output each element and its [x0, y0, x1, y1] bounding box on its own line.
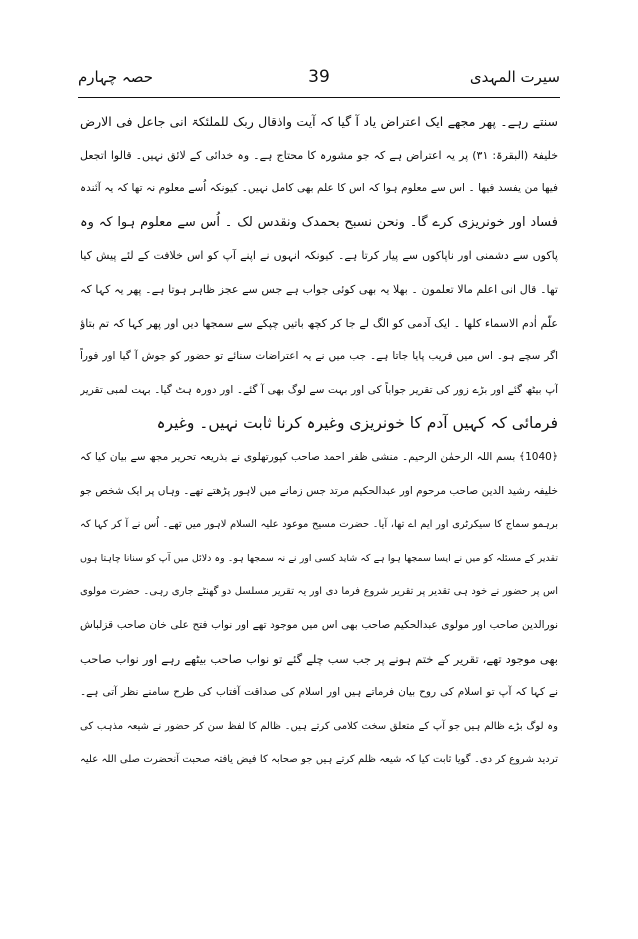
header-rule — [78, 97, 560, 98]
text-line: فساد اور خونریزی کرے گا۔ ونحن نسبح بحمدک ونقدس لک ۔ اُس سے معلوم ہوا کہ وہ — [80, 214, 558, 230]
text-line: برہمو سماج کا سیکرٹری اور ایم اے تھا، آیا۔ حضرت مسیح موعود علیہ السلام لاہور میں تھے۔ اُس نے آ کر کہا کہ — [80, 519, 558, 531]
text-line: اس پر حضور نے خود ہی تقدیر پر تقریر شروع فرما دی اور یہ تقریر مسلسل دو گھنٹے جاری رہی۔ حضرت مولوی — [80, 586, 558, 598]
book-title: سیرت المہدی — [469, 68, 560, 86]
text-line: آپ بیٹھ گئے اور بڑے زور کی تقریر جواباً کی اور بہت سے لوگ بھی آ گئے۔ اور دورہ ہٹ گیا۔ بہت لمبی تقریر — [80, 383, 558, 396]
text-line: سنتے رہے۔ پھر مجھے ایک اعتراض یاد آ گیا کہ آیت واذقال ربک للملئکۃ انی جاعل فی الارض — [80, 114, 558, 129]
text-line: تقدیر کے مسئلہ کو میں نے ایسا سمجھا ہوا ہے کہ شاید کسی اور نے نہ سمجھا ہو۔ وہ دلائل میں آپ کو سنانا چاہتا ہوں — [80, 552, 558, 564]
body-text — [80, 105, 558, 777]
text-line: خلیفہ رشید الدین صاحب مرحوم اور عبدالحکیم مرتد جس زمانے میں لاہور پڑھتے تھے۔ وہاں پر ایک شخص جو — [80, 484, 558, 497]
text-line: نے کہا کہ آپ تو اسلام کی روح بیان فرماتے ہیں اور اسلام کی صداقت آفتاب کی طرح سامنے نظر آتی ہے۔ — [80, 686, 558, 699]
text-line: علّم اٰدم الاسماء کلھا ۔ ایک آدمی کو الگ لے جا کر کچھ باتیں چپکے سے سمجھا دیں اور پھر کہا کہ تم بتاؤ — [80, 316, 558, 330]
text-line: خلیفۃ (البقرۃ: ۳۱) پر یہ اعتراض ہے کہ جو مشورہ کا محتاج ہے۔ وہ خدائی کے لائق نہیں۔ قالوا اتجعل — [80, 148, 558, 162]
text-line: نورالدین صاحب اور مولوی عبدالحکیم صاحب بھی اس میں موجود تھے اور نواب فتح علی خان صاحب قزلباش — [80, 618, 558, 631]
hadith-heading-line: ﴿1040﴾ بسم اللہ الرحمٰن الرحیم۔ منشی ظفر احمد صاحب کپورتھلوی نے بذریعہ تحریر مجھ سے بیان کیا کہ — [80, 450, 558, 463]
section-label: حصہ چہارم — [78, 68, 153, 86]
page-number: 39 — [308, 67, 330, 87]
text-line: وہ لوگ بڑے ظالم ہیں جو آپ کے متعلق سخت کلامی کرتے ہیں۔ ظالم کا لفظ سن کر حضور نے شیعہ مذہب کی — [80, 720, 558, 732]
text-line: پاکوں سے دشمنی اور ناپاکوں سے پیار کرتا ہے۔ کیونکہ انہوں نے اپنے آپ کو اس خلافت کے لئے پیش کیا — [80, 249, 558, 263]
text-line: فرمائی کہ کہیں آدم کا خونریزی وغیرہ کرنا ثابت نہیں۔ وغیرہ — [156, 414, 558, 433]
text-line: تھا۔ قال انی اعلم مالا تعلمون ۔ بھلا یہ بھی کوئی جواب ہے جس سے عجز ظاہر ہوتا ہے۔ پھر یہ کہا کہ — [80, 282, 558, 296]
page-header — [78, 62, 560, 96]
text-line: تردید شروع کر دی۔ گویا ثابت کیا کہ شیعہ ظلم کرتے ہیں جو صحابہ کا فیض یافتہ صحبت آنحضرت صلی اللہ علیہ — [80, 754, 558, 766]
text-line: اگر سچے ہو۔ اس میں فریب پایا جاتا ہے۔ جب میں نے یہ اعتراضات سنائے تو حضور کو جوش آ گیا اور فوراً — [80, 350, 558, 363]
text-line: بھی موجود تھے، تقریر کے ختم ہونے پر جب سب چلے گئے تو نواب صاحب بیٹھے رہے اور نواب صاحب — [80, 651, 558, 666]
text-line: فیھا من یفسد فیھا ۔ اس سے معلوم ہوا کہ اس کا علم بھی کامل نہیں۔ کیونکہ اُسے معلوم نہ تھا کہ یہ آئندہ — [80, 182, 558, 195]
